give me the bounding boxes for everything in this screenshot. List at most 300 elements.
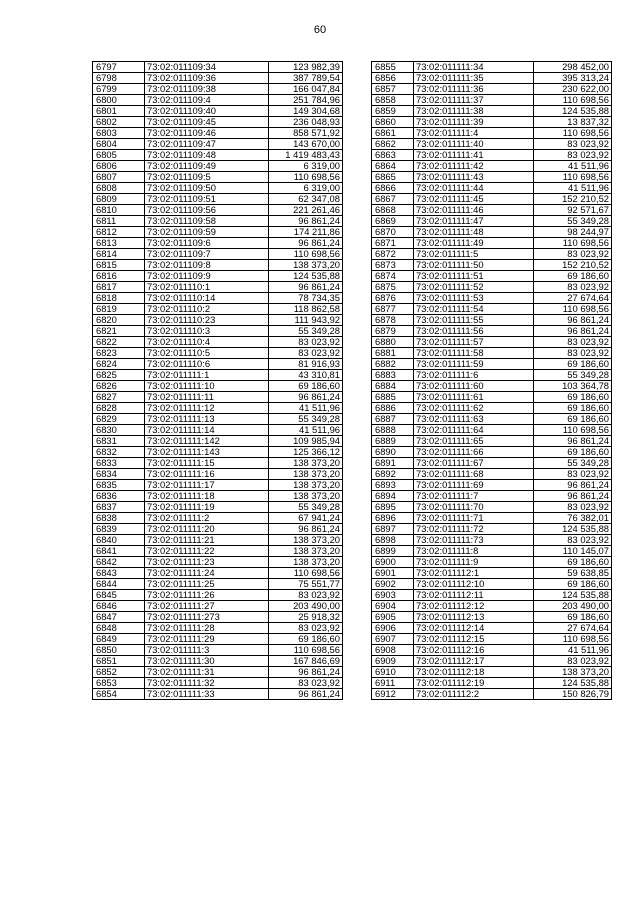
table-row xyxy=(372,623,612,634)
table-row xyxy=(93,502,343,513)
cadastral-value: 96 861,24 xyxy=(269,392,343,403)
table-row xyxy=(372,106,612,117)
cadastral-number: 73:02:011111:58 xyxy=(414,348,534,359)
table-row xyxy=(372,315,612,326)
cadastral-value: 174 211,86 xyxy=(269,227,343,238)
row-number: 6889 xyxy=(372,436,414,447)
cadastral-number: 73:02:011109:9 xyxy=(145,271,269,282)
row-number: 6815 xyxy=(93,260,145,271)
cadastral-value: 83 023,92 xyxy=(534,282,612,293)
row-number: 6846 xyxy=(93,601,145,612)
row-number: 6848 xyxy=(93,623,145,634)
cadastral-value: 395 313,24 xyxy=(534,73,612,84)
table-row xyxy=(372,117,612,128)
row-number: 6883 xyxy=(372,370,414,381)
cadastral-value: 221 261,46 xyxy=(269,205,343,216)
row-number: 6888 xyxy=(372,425,414,436)
row-number: 6799 xyxy=(93,84,145,95)
table-row xyxy=(93,590,343,601)
cadastral-value: 13 837,32 xyxy=(534,117,612,128)
cadastral-value: 110 698,56 xyxy=(269,645,343,656)
table-row xyxy=(93,205,343,216)
cadastral-number: 73:02:011111:25 xyxy=(145,579,269,590)
row-number: 6839 xyxy=(93,524,145,535)
row-number: 6825 xyxy=(93,370,145,381)
cadastral-value: 124 535,88 xyxy=(534,590,612,601)
cadastral-value: 166 047,84 xyxy=(269,84,343,95)
cadastral-number: 73:02:011111:60 xyxy=(414,381,534,392)
row-number: 6842 xyxy=(93,557,145,568)
cadastral-number: 73:02:011111:54 xyxy=(414,304,534,315)
table-row xyxy=(93,359,343,370)
row-number: 6824 xyxy=(93,359,145,370)
cadastral-value: 83 023,92 xyxy=(534,502,612,513)
cadastral-number: 73:02:011111:46 xyxy=(414,205,534,216)
row-number: 6879 xyxy=(372,326,414,337)
cadastral-number: 73:02:011110:1 xyxy=(145,282,269,293)
row-number: 6862 xyxy=(372,139,414,150)
row-number: 6860 xyxy=(372,117,414,128)
row-number: 6805 xyxy=(93,150,145,161)
cadastral-value: 69 186,60 xyxy=(534,414,612,425)
row-number: 6800 xyxy=(93,95,145,106)
cadastral-value: 110 698,56 xyxy=(534,304,612,315)
page-number: 60 xyxy=(313,24,327,36)
cadastral-value: 138 373,20 xyxy=(269,260,343,271)
cadastral-value: 96 861,24 xyxy=(269,216,343,227)
cadastral-value: 110 698,56 xyxy=(269,249,343,260)
cadastral-number: 73:02:011111:17 xyxy=(145,480,269,491)
table-row xyxy=(93,623,343,634)
cadastral-value: 96 861,24 xyxy=(269,689,343,700)
cadastral-value: 109 985,94 xyxy=(269,436,343,447)
cadastral-value: 149 304,68 xyxy=(269,106,343,117)
table-row xyxy=(93,117,343,128)
cadastral-value: 55 349,28 xyxy=(269,414,343,425)
row-number: 6856 xyxy=(372,73,414,84)
row-number: 6802 xyxy=(93,117,145,128)
cadastral-value: 83 023,92 xyxy=(534,337,612,348)
cadastral-value: 25 918,32 xyxy=(269,612,343,623)
cadastral-number: 73:02:011109:4 xyxy=(145,95,269,106)
table-row xyxy=(93,315,343,326)
row-number: 6887 xyxy=(372,414,414,425)
cadastral-number: 73:02:011111:143 xyxy=(145,447,269,458)
row-number: 6910 xyxy=(372,667,414,678)
cadastral-number: 73:02:011111:42 xyxy=(414,161,534,172)
cadastral-value: 55 349,28 xyxy=(534,458,612,469)
row-number: 6867 xyxy=(372,194,414,205)
row-number: 6822 xyxy=(93,337,145,348)
cadastral-number: 73:02:011109:34 xyxy=(145,62,269,73)
row-number: 6851 xyxy=(93,656,145,667)
cadastral-value: 103 364,78 xyxy=(534,381,612,392)
cadastral-value: 78 734,35 xyxy=(269,293,343,304)
cadastral-number: 73:02:011109:38 xyxy=(145,84,269,95)
cadastral-value: 167 846,69 xyxy=(269,656,343,667)
cadastral-value: 124 535,88 xyxy=(534,106,612,117)
row-number: 6894 xyxy=(372,491,414,502)
cadastral-value: 138 373,20 xyxy=(269,546,343,557)
row-number: 6837 xyxy=(93,502,145,513)
cadastral-value: 138 373,20 xyxy=(269,458,343,469)
cadastral-number: 73:02:011111:36 xyxy=(414,84,534,95)
table-row xyxy=(93,326,343,337)
row-number: 6821 xyxy=(93,326,145,337)
cadastral-number: 73:02:011111:38 xyxy=(414,106,534,117)
cadastral-value: 41 511,96 xyxy=(269,403,343,414)
cadastral-value: 96 861,24 xyxy=(534,491,612,502)
row-number: 6844 xyxy=(93,579,145,590)
table-row xyxy=(93,392,343,403)
row-number: 6798 xyxy=(93,73,145,84)
row-number: 6872 xyxy=(372,249,414,260)
cadastral-number: 73:02:011112:19 xyxy=(414,678,534,689)
cadastral-number: 73:02:011109:56 xyxy=(145,205,269,216)
cadastral-value: 138 373,20 xyxy=(269,480,343,491)
cadastral-value: 152 210,52 xyxy=(534,260,612,271)
cadastral-number: 73:02:011111:19 xyxy=(145,502,269,513)
cadastral-value: 83 023,92 xyxy=(269,590,343,601)
cadastral-number: 73:02:011111:2 xyxy=(145,513,269,524)
row-number: 6803 xyxy=(93,128,145,139)
cadastral-number: 73:02:011109:58 xyxy=(145,216,269,227)
cadastral-value: 110 145,07 xyxy=(534,546,612,557)
table-row xyxy=(93,436,343,447)
cadastral-value: 55 349,28 xyxy=(534,216,612,227)
row-number: 6858 xyxy=(372,95,414,106)
cadastral-value: 236 048,93 xyxy=(269,117,343,128)
row-number: 6876 xyxy=(372,293,414,304)
table-row xyxy=(372,524,612,535)
row-number: 6812 xyxy=(93,227,145,238)
table-row xyxy=(372,194,612,205)
cadastral-value: 98 244,97 xyxy=(534,227,612,238)
cadastral-value: 138 373,20 xyxy=(269,535,343,546)
row-number: 6809 xyxy=(93,194,145,205)
cadastral-value: 96 861,24 xyxy=(269,238,343,249)
table-row xyxy=(93,403,343,414)
row-number: 6904 xyxy=(372,601,414,612)
cadastral-number: 73:02:011112:10 xyxy=(414,579,534,590)
row-number: 6852 xyxy=(93,667,145,678)
table-row xyxy=(372,293,612,304)
cadastral-value: 83 023,92 xyxy=(534,656,612,667)
row-number: 6806 xyxy=(93,161,145,172)
cadastral-value: 69 186,60 xyxy=(534,392,612,403)
cadastral-number: 73:02:011109:48 xyxy=(145,150,269,161)
cadastral-number: 73:02:011111:26 xyxy=(145,590,269,601)
table-row xyxy=(372,491,612,502)
cadastral-value: 83 023,92 xyxy=(534,150,612,161)
table-row xyxy=(93,645,343,656)
cadastral-value: 251 784,96 xyxy=(269,95,343,106)
row-number: 6829 xyxy=(93,414,145,425)
table-row xyxy=(93,73,343,84)
row-number: 6841 xyxy=(93,546,145,557)
table-row xyxy=(372,359,612,370)
table-row xyxy=(93,304,343,315)
cadastral-number: 73:02:011111:37 xyxy=(414,95,534,106)
cadastral-number: 73:02:011111:72 xyxy=(414,524,534,535)
cadastral-value: 83 023,92 xyxy=(269,678,343,689)
cadastral-number: 73:02:011111:71 xyxy=(414,513,534,524)
table-row xyxy=(372,260,612,271)
table-row xyxy=(93,634,343,645)
cadastral-number: 73:02:011111:35 xyxy=(414,73,534,84)
row-number: 6911 xyxy=(372,678,414,689)
table-row xyxy=(93,139,343,150)
row-number: 6880 xyxy=(372,337,414,348)
table-row xyxy=(372,425,612,436)
cadastral-value: 138 373,20 xyxy=(269,469,343,480)
table-row xyxy=(372,62,612,73)
row-number: 6863 xyxy=(372,150,414,161)
row-number: 6895 xyxy=(372,502,414,513)
cadastral-value: 96 861,24 xyxy=(269,524,343,535)
cadastral-number: 73:02:011112:2 xyxy=(414,689,534,700)
table-row xyxy=(372,370,612,381)
row-number: 6878 xyxy=(372,315,414,326)
table-row xyxy=(93,216,343,227)
cadastral-number: 73:02:011111:55 xyxy=(414,315,534,326)
cadastral-number: 73:02:011109:5 xyxy=(145,172,269,183)
row-number: 6885 xyxy=(372,392,414,403)
row-number: 6866 xyxy=(372,183,414,194)
cadastral-number: 73:02:011109:7 xyxy=(145,249,269,260)
table-row xyxy=(372,469,612,480)
table-row xyxy=(93,557,343,568)
cadastral-value: 27 674,64 xyxy=(534,293,612,304)
table-row xyxy=(372,73,612,84)
table-row xyxy=(93,513,343,524)
row-number: 6832 xyxy=(93,447,145,458)
row-number: 6870 xyxy=(372,227,414,238)
row-number: 6877 xyxy=(372,304,414,315)
table-row xyxy=(372,139,612,150)
cadastral-number: 73:02:011111:21 xyxy=(145,535,269,546)
cadastral-number: 73:02:011111:68 xyxy=(414,469,534,480)
table-row xyxy=(93,491,343,502)
table-row xyxy=(372,249,612,260)
table-row xyxy=(372,634,612,645)
cadastral-number: 73:02:011109:8 xyxy=(145,260,269,271)
table-row xyxy=(372,282,612,293)
table-row xyxy=(93,128,343,139)
cadastral-number: 73:02:011111:9 xyxy=(414,557,534,568)
table-row xyxy=(372,546,612,557)
cadastral-value: 83 023,92 xyxy=(534,348,612,359)
cadastral-value: 150 826,79 xyxy=(534,689,612,700)
table-row xyxy=(93,183,343,194)
cadastral-number: 73:02:011111:47 xyxy=(414,216,534,227)
row-number: 6906 xyxy=(372,623,414,634)
table-row xyxy=(372,161,612,172)
row-number: 6857 xyxy=(372,84,414,95)
cadastral-value: 69 186,60 xyxy=(534,271,612,282)
table-row xyxy=(93,480,343,491)
row-number: 6816 xyxy=(93,271,145,282)
cadastral-number: 73:02:011111:14 xyxy=(145,425,269,436)
table-row xyxy=(372,205,612,216)
table-row xyxy=(372,337,612,348)
cadastral-number: 73:02:011111:8 xyxy=(414,546,534,557)
row-number: 6896 xyxy=(372,513,414,524)
row-number: 6903 xyxy=(372,590,414,601)
row-number: 6886 xyxy=(372,403,414,414)
row-number: 6907 xyxy=(372,634,414,645)
cadastral-value: 138 373,20 xyxy=(269,557,343,568)
cadastral-value: 6 319,00 xyxy=(269,183,343,194)
cadastral-value: 138 373,20 xyxy=(269,491,343,502)
row-number: 6898 xyxy=(372,535,414,546)
cadastral-value: 96 861,24 xyxy=(269,667,343,678)
cadastral-value: 110 698,56 xyxy=(534,95,612,106)
table-row xyxy=(372,216,612,227)
cadastral-number: 73:02:011111:23 xyxy=(145,557,269,568)
row-number: 6804 xyxy=(93,139,145,150)
cadastral-value: 110 698,56 xyxy=(534,128,612,139)
cadastral-value: 69 186,60 xyxy=(269,634,343,645)
table-row xyxy=(93,689,343,700)
cadastral-number: 73:02:011112:15 xyxy=(414,634,534,645)
cadastral-number: 73:02:011112:13 xyxy=(414,612,534,623)
cadastral-number: 73:02:011110:14 xyxy=(145,293,269,304)
cadastral-value: 43 310,81 xyxy=(269,370,343,381)
cadastral-number: 73:02:011111:29 xyxy=(145,634,269,645)
row-number: 6875 xyxy=(372,282,414,293)
cadastral-value: 67 941,24 xyxy=(269,513,343,524)
cadastral-value: 92 571,67 xyxy=(534,205,612,216)
table-row xyxy=(93,579,343,590)
cadastral-value: 203 490,00 xyxy=(269,601,343,612)
table-row xyxy=(372,458,612,469)
cadastral-number: 73:02:011111:50 xyxy=(414,260,534,271)
cadastral-number: 73:02:011111:56 xyxy=(414,326,534,337)
table-row xyxy=(93,381,343,392)
row-number: 6843 xyxy=(93,568,145,579)
table-row xyxy=(93,84,343,95)
table-row xyxy=(372,513,612,524)
row-number: 6912 xyxy=(372,689,414,700)
cadastral-number: 73:02:011111:49 xyxy=(414,238,534,249)
cadastral-value: 41 511,96 xyxy=(534,183,612,194)
cadastral-number: 73:02:011111:41 xyxy=(414,150,534,161)
cadastral-value: 1 419 483,43 xyxy=(269,150,343,161)
row-number: 6861 xyxy=(372,128,414,139)
table-row xyxy=(93,568,343,579)
cadastral-value: 83 023,92 xyxy=(534,139,612,150)
row-number: 6831 xyxy=(93,436,145,447)
cadastral-value: 96 861,24 xyxy=(534,326,612,337)
table-row xyxy=(93,293,343,304)
table-row xyxy=(372,227,612,238)
cadastral-value: 69 186,60 xyxy=(534,403,612,414)
row-number: 6808 xyxy=(93,183,145,194)
table-row xyxy=(93,370,343,381)
table-row xyxy=(372,568,612,579)
table-row xyxy=(93,414,343,425)
cadastral-number: 73:02:011111:32 xyxy=(145,678,269,689)
cadastral-number: 73:02:011110:6 xyxy=(145,359,269,370)
row-number: 6871 xyxy=(372,238,414,249)
cadastral-value: 152 210,52 xyxy=(534,194,612,205)
cadastral-number: 73:02:011112:17 xyxy=(414,656,534,667)
row-number: 6873 xyxy=(372,260,414,271)
cadastral-number: 73:02:011111:61 xyxy=(414,392,534,403)
cadastral-number: 73:02:011111:69 xyxy=(414,480,534,491)
table-row xyxy=(93,95,343,106)
cadastral-number: 73:02:011111:31 xyxy=(145,667,269,678)
row-number: 6881 xyxy=(372,348,414,359)
table-row xyxy=(372,590,612,601)
cadastral-value: 96 861,24 xyxy=(534,480,612,491)
cadastral-value: 110 698,56 xyxy=(534,634,612,645)
table-row xyxy=(372,447,612,458)
cadastral-value: 110 698,56 xyxy=(269,172,343,183)
cadastral-number: 73:02:011111:57 xyxy=(414,337,534,348)
cadastral-value: 55 349,28 xyxy=(269,326,343,337)
cadastral-number: 73:02:011111:3 xyxy=(145,645,269,656)
table-row xyxy=(372,645,612,656)
cadastral-value: 55 349,28 xyxy=(269,502,343,513)
row-number: 6819 xyxy=(93,304,145,315)
cadastral-value: 69 186,60 xyxy=(269,381,343,392)
cadastral-number: 73:02:011111:33 xyxy=(145,689,269,700)
cadastral-number: 73:02:011111:67 xyxy=(414,458,534,469)
table-row xyxy=(93,161,343,172)
cadastral-number: 73:02:011112:16 xyxy=(414,645,534,656)
cadastral-value: 27 674,64 xyxy=(534,623,612,634)
cadastral-number: 73:02:011112:12 xyxy=(414,601,534,612)
cadastral-number: 73:02:011111:39 xyxy=(414,117,534,128)
cadastral-number: 73:02:011112:14 xyxy=(414,623,534,634)
row-number: 6859 xyxy=(372,106,414,117)
row-number: 6827 xyxy=(93,392,145,403)
cadastral-number: 73:02:011109:6 xyxy=(145,238,269,249)
cadastral-number: 73:02:011109:40 xyxy=(145,106,269,117)
cadastral-number: 73:02:011111:5 xyxy=(414,249,534,260)
table-row xyxy=(372,535,612,546)
row-number: 6909 xyxy=(372,656,414,667)
row-number: 6890 xyxy=(372,447,414,458)
cadastral-value: 124 535,88 xyxy=(269,271,343,282)
table-row xyxy=(372,403,612,414)
cadastral-value: 62 347,08 xyxy=(269,194,343,205)
row-number: 6840 xyxy=(93,535,145,546)
table-row xyxy=(372,326,612,337)
cadastral-number: 73:02:011109:49 xyxy=(145,161,269,172)
table-row xyxy=(372,150,612,161)
table-row xyxy=(93,458,343,469)
row-number: 6891 xyxy=(372,458,414,469)
cadastral-number: 73:02:011109:45 xyxy=(145,117,269,128)
cadastral-number: 73:02:011111:273 xyxy=(145,612,269,623)
row-number: 6893 xyxy=(372,480,414,491)
cadastral-number: 73:02:011110:4 xyxy=(145,337,269,348)
row-number: 6834 xyxy=(93,469,145,480)
table-row xyxy=(372,678,612,689)
table-row xyxy=(372,414,612,425)
cadastral-number: 73:02:011111:1 xyxy=(145,370,269,381)
row-number: 6826 xyxy=(93,381,145,392)
cadastral-number: 73:02:011111:59 xyxy=(414,359,534,370)
cadastral-number: 73:02:011110:2 xyxy=(145,304,269,315)
cadastral-value: 110 698,56 xyxy=(534,425,612,436)
row-number: 6892 xyxy=(372,469,414,480)
cadastral-number: 73:02:011111:20 xyxy=(145,524,269,535)
table-row xyxy=(372,84,612,95)
